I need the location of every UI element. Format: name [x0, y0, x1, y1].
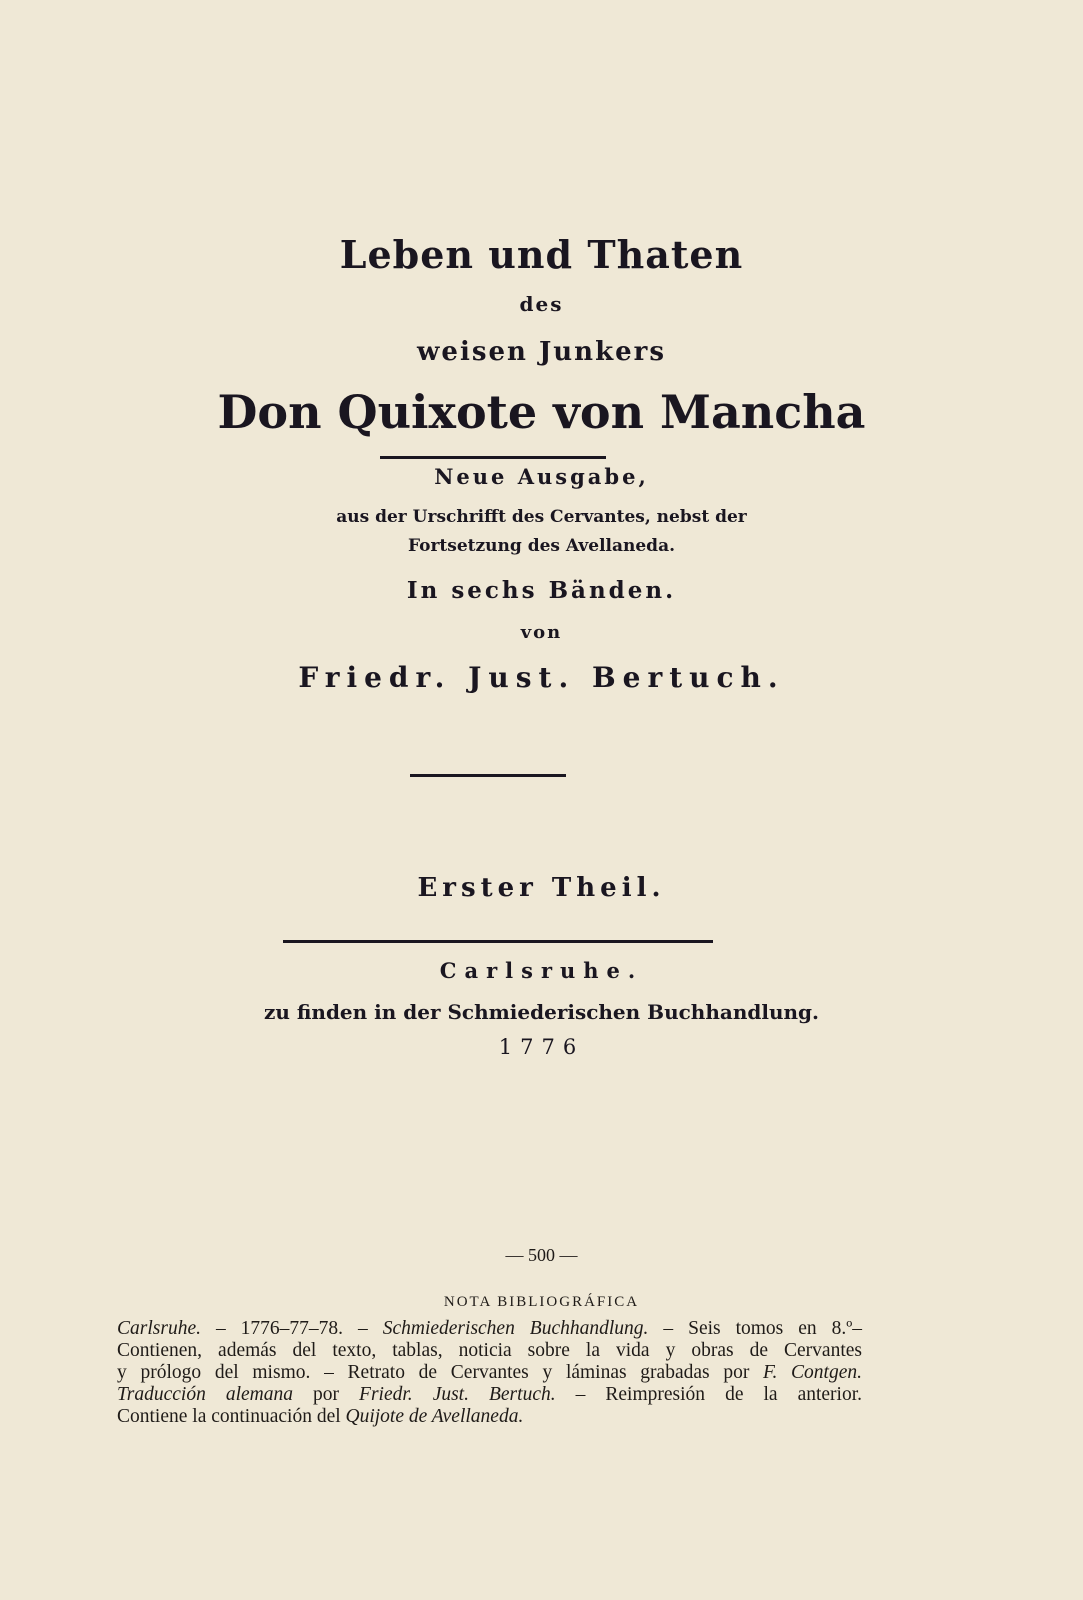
- note-line-5-text: Contiene la continuación del: [117, 1406, 346, 1427]
- divider-bottom: [283, 940, 713, 943]
- title-line-1: Leben und Thaten: [339, 232, 744, 277]
- note-translator: Friedr. Just. Bertuch.: [359, 1384, 556, 1405]
- title-line-10: Friedr. Just. Bertuch.: [298, 661, 785, 694]
- note-avellaneda: Quijote de Avellaneda.: [345, 1406, 524, 1427]
- title-line-9: von: [520, 622, 563, 643]
- title-line-3: weisen Junkers: [417, 337, 666, 367]
- note-line-1: [117, 1318, 862, 1340]
- note-line-5: [117, 1406, 862, 1428]
- note-reprint: – Reimpresión de la anterior.: [555, 1384, 863, 1405]
- note-line-4: [117, 1384, 862, 1406]
- note-dates: – 1776–77–78. –: [200, 1318, 383, 1339]
- page-number: — 500 —: [505, 1245, 578, 1265]
- note-by: por: [293, 1384, 360, 1405]
- part-title: Erster Theil.: [417, 873, 666, 903]
- note-line-2: Contienen, además del texto, tablas, noticia sobre la vida y obras de Cervantes: [117, 1340, 862, 1361]
- divider-top: [380, 456, 606, 459]
- note-place: Carlsruhe.: [117, 1318, 201, 1339]
- title-line-5: Neue Ausgabe,: [434, 464, 649, 489]
- note-volumes: – Seis tomos en 8.º–: [648, 1318, 862, 1339]
- note-engraver: F. Contgen.: [763, 1362, 862, 1383]
- title-line-6: aus der Urschrifft des Cervantes, nebst der: [336, 507, 747, 527]
- note-translation: Traducción alemana: [117, 1384, 294, 1405]
- title-line-7: Fortsetzung des Avellaneda.: [407, 536, 676, 556]
- place-line: Carlsruhe.: [439, 958, 644, 983]
- note-line-3: [117, 1362, 862, 1384]
- note-line-3-text: y prólogo del mismo. – Retrato de Cervantes y láminas grabadas por: [117, 1362, 764, 1383]
- title-line-8: In sechs Bänden.: [406, 577, 677, 604]
- year-line: 1776: [498, 1035, 585, 1059]
- title-line-4: Don Quixote von Mancha: [217, 385, 866, 439]
- divider-middle: [410, 774, 566, 777]
- title-line-2: des: [519, 292, 564, 316]
- publisher-line: zu finden in der Schmiederischen Buchhandlung.: [264, 1000, 819, 1024]
- note-heading: NOTA BIBLIOGRÁFICA: [443, 1294, 640, 1310]
- note-publisher: Schmiederischen Buchhandlung.: [382, 1318, 649, 1339]
- bibliographic-note: [117, 1318, 862, 1428]
